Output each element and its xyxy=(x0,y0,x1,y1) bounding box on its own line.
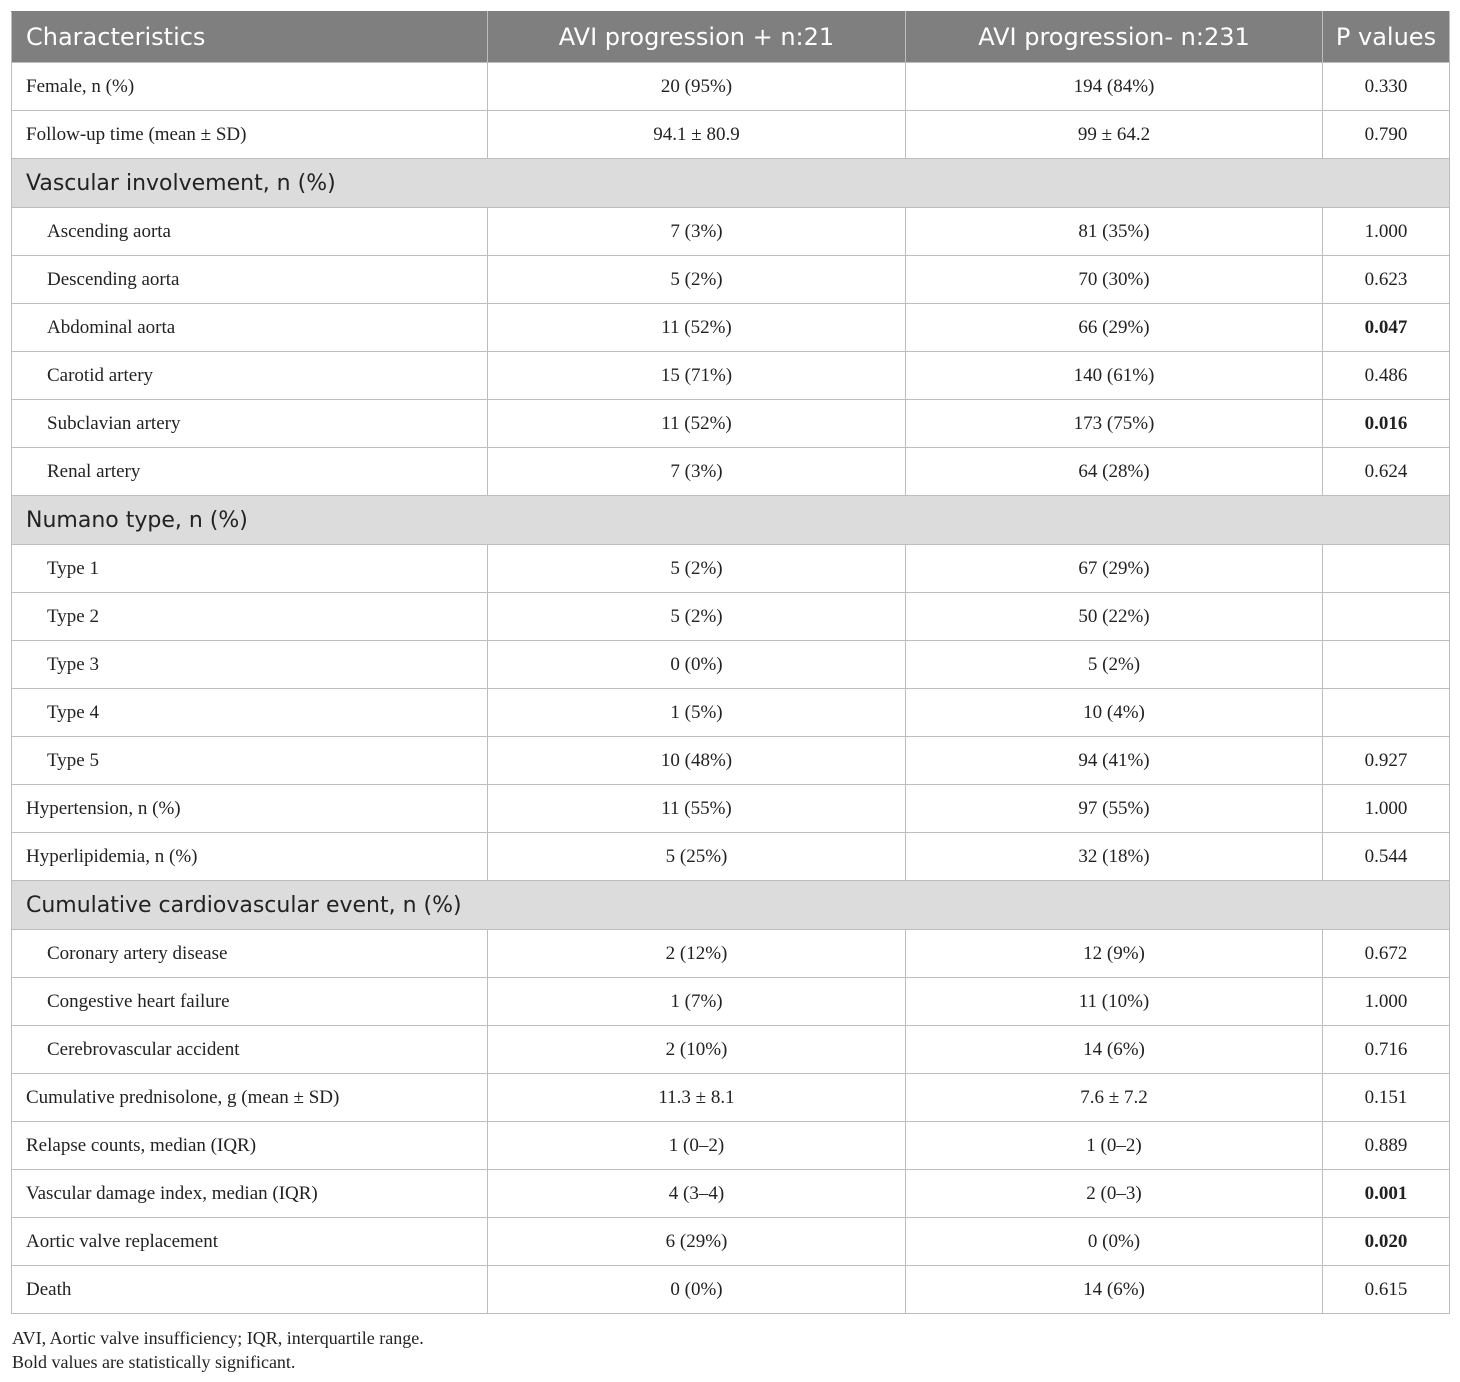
table-container xyxy=(11,11,1449,1314)
header-avi-negative: AVI progression- n:231 xyxy=(906,12,1323,63)
cell-avi-positive: 6 (29%) xyxy=(488,1218,906,1266)
cell-p-value: 0.544 xyxy=(1323,833,1450,881)
footnote-bold-note: Bold values are statistically significant. xyxy=(12,1352,296,1372)
cell-avi-negative: 81 (35%) xyxy=(906,208,1323,256)
table-body xyxy=(12,63,1450,1314)
cell-avi-negative: 66 (29%) xyxy=(906,304,1323,352)
row-label: Type 4 xyxy=(12,689,488,737)
cell-avi-positive: 20 (95%) xyxy=(488,63,906,111)
cell-p-value: 0.672 xyxy=(1323,930,1450,978)
cell-avi-positive: 0 (0%) xyxy=(488,641,906,689)
row-label: Carotid artery xyxy=(12,352,488,400)
cell-p-value: 0.927 xyxy=(1323,737,1450,785)
cell-p-value xyxy=(1323,593,1450,641)
cell-p-value: 0.001 xyxy=(1323,1170,1450,1218)
table-row xyxy=(12,1026,1450,1074)
cell-avi-positive: 7 (3%) xyxy=(488,448,906,496)
cell-avi-positive: 1 (5%) xyxy=(488,689,906,737)
table-row xyxy=(12,63,1450,111)
table-row xyxy=(12,1218,1450,1266)
cell-p-value: 0.716 xyxy=(1323,1026,1450,1074)
row-label: Cumulative prednisolone, g (mean ± SD) xyxy=(12,1074,488,1122)
section-row xyxy=(12,496,1450,545)
cell-avi-negative: 1 (0–2) xyxy=(906,1122,1323,1170)
table-row xyxy=(12,641,1450,689)
cell-p-value xyxy=(1323,689,1450,737)
table-row xyxy=(12,304,1450,352)
cell-p-value: 0.486 xyxy=(1323,352,1450,400)
cell-avi-positive: 11 (55%) xyxy=(488,785,906,833)
cell-avi-negative: 99 ± 64.2 xyxy=(906,111,1323,159)
table-row xyxy=(12,930,1450,978)
table-row xyxy=(12,689,1450,737)
header-avi-positive: AVI progression + n:21 xyxy=(488,12,906,63)
cell-avi-positive: 5 (2%) xyxy=(488,545,906,593)
cell-avi-negative: 97 (55%) xyxy=(906,785,1323,833)
cell-avi-positive: 2 (12%) xyxy=(488,930,906,978)
cell-avi-negative: 14 (6%) xyxy=(906,1266,1323,1314)
table-row xyxy=(12,1122,1450,1170)
section-row xyxy=(12,159,1450,208)
cell-p-value: 0.330 xyxy=(1323,63,1450,111)
section-label: Vascular involvement, n (%) xyxy=(12,159,1450,208)
cell-p-value: 0.151 xyxy=(1323,1074,1450,1122)
cell-avi-negative: 2 (0–3) xyxy=(906,1170,1323,1218)
table-row xyxy=(12,833,1450,881)
cell-avi-negative: 7.6 ± 7.2 xyxy=(906,1074,1323,1122)
cell-p-value: 0.615 xyxy=(1323,1266,1450,1314)
row-label: Coronary artery disease xyxy=(12,930,488,978)
table-row xyxy=(12,256,1450,304)
cell-avi-negative: 32 (18%) xyxy=(906,833,1323,881)
cell-p-value xyxy=(1323,641,1450,689)
table-row xyxy=(12,448,1450,496)
cell-avi-positive: 0 (0%) xyxy=(488,1266,906,1314)
cell-avi-positive: 5 (2%) xyxy=(488,593,906,641)
footnotes xyxy=(12,1326,424,1374)
cell-p-value: 0.016 xyxy=(1323,400,1450,448)
row-label: Relapse counts, median (IQR) xyxy=(12,1122,488,1170)
header-row xyxy=(12,12,1450,63)
table-row xyxy=(12,111,1450,159)
row-label: Subclavian artery xyxy=(12,400,488,448)
table-row xyxy=(12,1074,1450,1122)
cell-avi-positive: 7 (3%) xyxy=(488,208,906,256)
cell-avi-positive: 11 (52%) xyxy=(488,400,906,448)
section-label: Cumulative cardiovascular event, n (%) xyxy=(12,881,1450,930)
cell-avi-negative: 64 (28%) xyxy=(906,448,1323,496)
section-row xyxy=(12,881,1450,930)
row-label: Follow-up time (mean ± SD) xyxy=(12,111,488,159)
row-label: Cerebrovascular accident xyxy=(12,1026,488,1074)
data-table xyxy=(11,11,1450,1314)
section-label: Numano type, n (%) xyxy=(12,496,1450,545)
cell-avi-negative: 194 (84%) xyxy=(906,63,1323,111)
cell-avi-negative: 0 (0%) xyxy=(906,1218,1323,1266)
cell-p-value xyxy=(1323,545,1450,593)
cell-avi-positive: 5 (2%) xyxy=(488,256,906,304)
row-label: Renal artery xyxy=(12,448,488,496)
cell-avi-negative: 67 (29%) xyxy=(906,545,1323,593)
cell-avi-negative: 5 (2%) xyxy=(906,641,1323,689)
cell-avi-positive: 2 (10%) xyxy=(488,1026,906,1074)
row-label: Abdominal aorta xyxy=(12,304,488,352)
cell-avi-negative: 10 (4%) xyxy=(906,689,1323,737)
row-label: Aortic valve replacement xyxy=(12,1218,488,1266)
cell-avi-positive: 11 (52%) xyxy=(488,304,906,352)
cell-avi-negative: 94 (41%) xyxy=(906,737,1323,785)
cell-p-value: 1.000 xyxy=(1323,978,1450,1026)
table-row xyxy=(12,400,1450,448)
cell-avi-positive: 94.1 ± 80.9 xyxy=(488,111,906,159)
cell-avi-positive: 1 (7%) xyxy=(488,978,906,1026)
row-label: Hyperlipidemia, n (%) xyxy=(12,833,488,881)
cell-avi-negative: 140 (61%) xyxy=(906,352,1323,400)
cell-p-value: 0.790 xyxy=(1323,111,1450,159)
cell-p-value: 0.889 xyxy=(1323,1122,1450,1170)
row-label: Congestive heart failure xyxy=(12,978,488,1026)
footnote-abbreviations: AVI, Aortic valve insufficiency; IQR, interquartile range. xyxy=(12,1328,424,1348)
cell-avi-positive: 10 (48%) xyxy=(488,737,906,785)
cell-p-value: 0.623 xyxy=(1323,256,1450,304)
cell-p-value: 1.000 xyxy=(1323,785,1450,833)
cell-avi-negative: 11 (10%) xyxy=(906,978,1323,1026)
table-row xyxy=(12,737,1450,785)
cell-avi-negative: 50 (22%) xyxy=(906,593,1323,641)
row-label: Female, n (%) xyxy=(12,63,488,111)
cell-avi-positive: 4 (3–4) xyxy=(488,1170,906,1218)
cell-p-value: 0.047 xyxy=(1323,304,1450,352)
table-row xyxy=(12,1170,1450,1218)
header-p-values: P values xyxy=(1323,12,1450,63)
cell-avi-negative: 173 (75%) xyxy=(906,400,1323,448)
table-row xyxy=(12,593,1450,641)
cell-avi-positive: 15 (71%) xyxy=(488,352,906,400)
cell-avi-positive: 1 (0–2) xyxy=(488,1122,906,1170)
table-row xyxy=(12,208,1450,256)
header-characteristics: Characteristics xyxy=(12,12,488,63)
row-label: Death xyxy=(12,1266,488,1314)
table-row xyxy=(12,352,1450,400)
row-label: Ascending aorta xyxy=(12,208,488,256)
table-row xyxy=(12,545,1450,593)
row-label: Descending aorta xyxy=(12,256,488,304)
cell-p-value: 0.020 xyxy=(1323,1218,1450,1266)
cell-avi-positive: 11.3 ± 8.1 xyxy=(488,1074,906,1122)
row-label: Type 5 xyxy=(12,737,488,785)
cell-p-value: 1.000 xyxy=(1323,208,1450,256)
cell-avi-negative: 12 (9%) xyxy=(906,930,1323,978)
row-label: Type 1 xyxy=(12,545,488,593)
cell-avi-negative: 14 (6%) xyxy=(906,1026,1323,1074)
row-label: Type 2 xyxy=(12,593,488,641)
row-label: Vascular damage index, median (IQR) xyxy=(12,1170,488,1218)
cell-p-value: 0.624 xyxy=(1323,448,1450,496)
row-label: Hypertension, n (%) xyxy=(12,785,488,833)
cell-avi-negative: 70 (30%) xyxy=(906,256,1323,304)
row-label: Type 3 xyxy=(12,641,488,689)
cell-avi-positive: 5 (25%) xyxy=(488,833,906,881)
table-row xyxy=(12,978,1450,1026)
table-row xyxy=(12,785,1450,833)
table-row xyxy=(12,1266,1450,1314)
